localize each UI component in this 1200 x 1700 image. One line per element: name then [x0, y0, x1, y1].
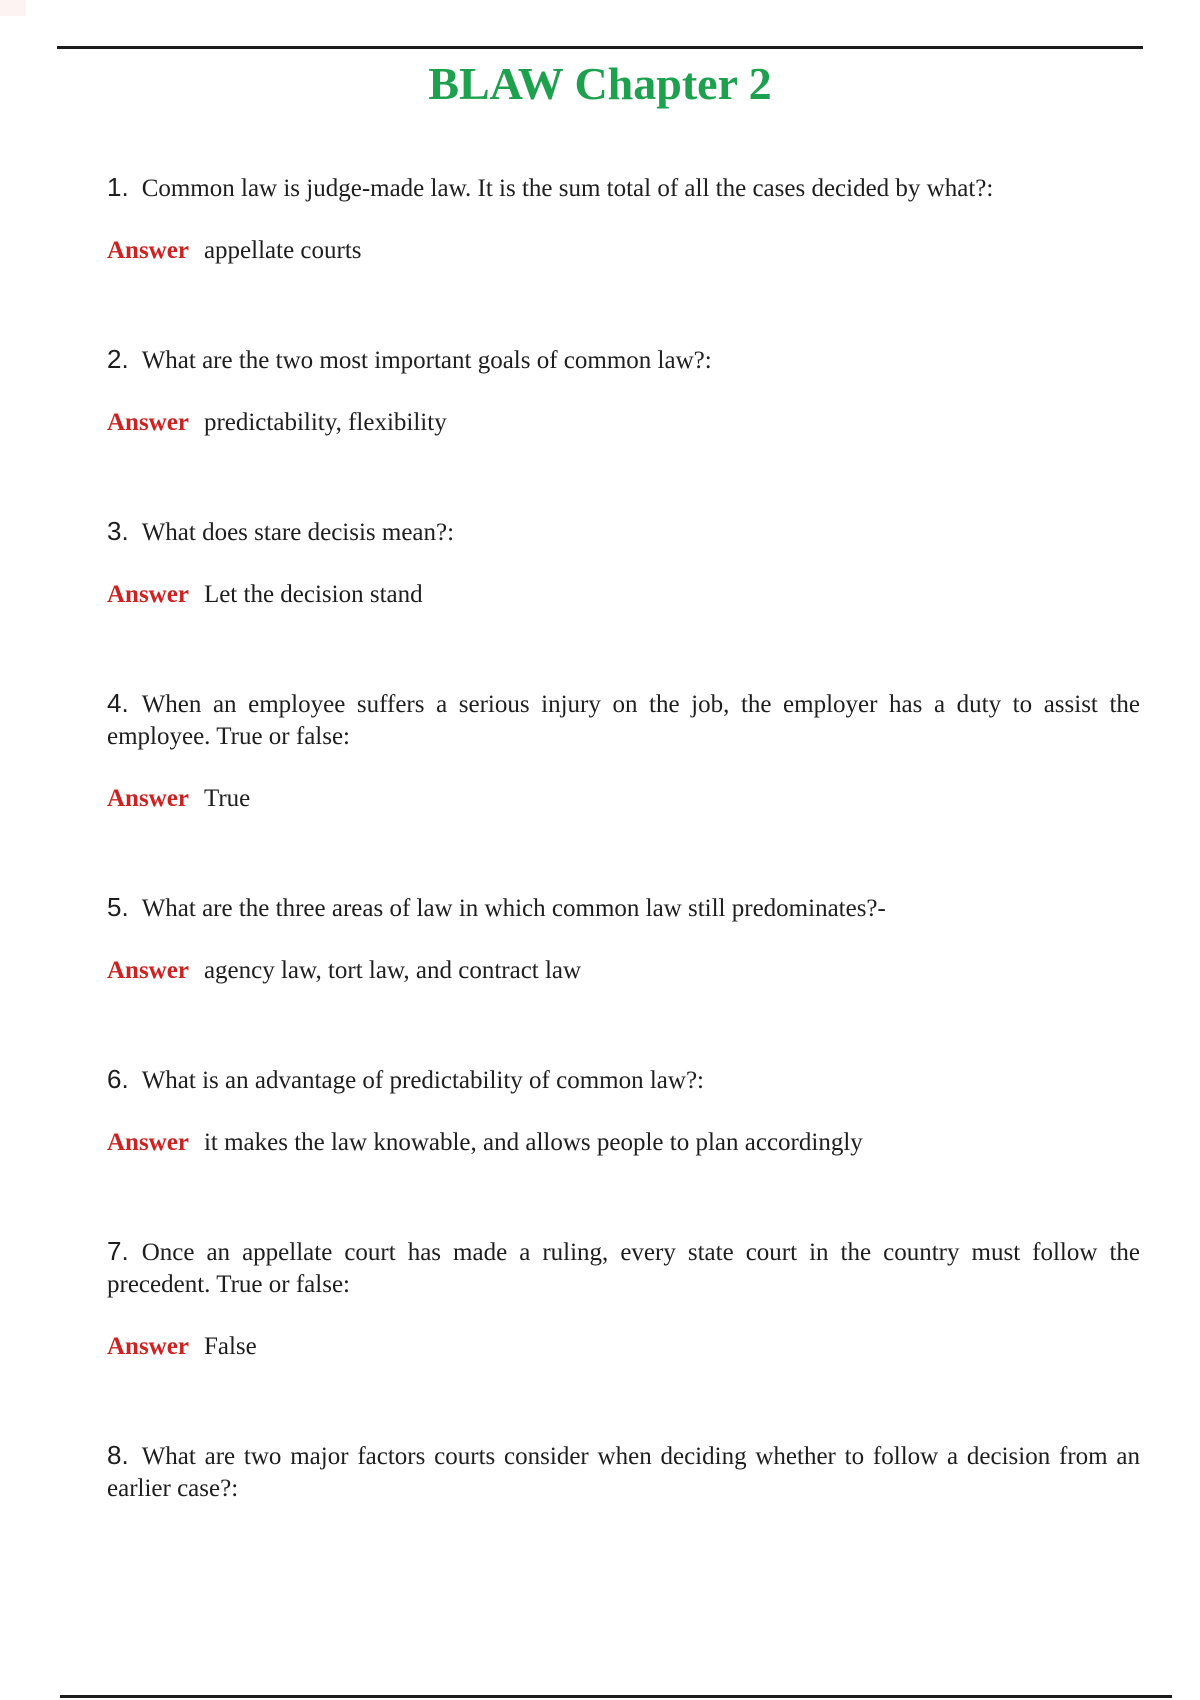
answer-text: True [203, 785, 251, 812]
question-paragraph [107, 171, 1140, 205]
question-answer-block [107, 1063, 1140, 1159]
question-paragraph [107, 1235, 1140, 1301]
question-text: What are the three areas of law in which common law still predominates?- [141, 895, 886, 922]
question-number: 7. [107, 1236, 129, 1266]
question-text: Once an appellate court has made a ruling, every state court in the country must follow the precedent. True or false: [107, 1239, 1140, 1298]
answer-paragraph [107, 579, 1140, 611]
answer-paragraph [107, 1331, 1140, 1363]
question-paragraph [107, 515, 1140, 549]
question-number: 4. [107, 688, 129, 718]
answer-label: Answer [107, 785, 189, 812]
question-number: 6. [107, 1064, 129, 1094]
answer-label: Answer [107, 237, 189, 264]
answer-text: Let the decision stand [203, 581, 423, 608]
question-answer-block [107, 343, 1140, 439]
answer-label: Answer [107, 581, 189, 608]
question-number: 8. [107, 1440, 129, 1470]
question-answer-block [107, 687, 1140, 815]
question-number: 1. [107, 172, 129, 202]
header-rule [57, 46, 1143, 49]
question-text: What are two major factors courts consider when deciding whether to follow a decision from an earlier case?: [107, 1443, 1140, 1502]
question-text: Common law is judge-made law. It is the sum total of all the cases decided by what?: [141, 175, 994, 202]
answer-paragraph [107, 235, 1140, 267]
answer-text: appellate courts [203, 237, 362, 264]
answer-text: it makes the law knowable, and allows people to plan accordingly [203, 1129, 863, 1156]
answer-paragraph [107, 407, 1140, 439]
question-text: When an employee suffers a serious injury on the job, the employer has a duty to assist the employee. True or false: [107, 691, 1140, 750]
answer-label: Answer [107, 409, 189, 436]
footer-rule [60, 1695, 1172, 1698]
question-text: What is an advantage of predictability of common law?: [141, 1067, 704, 1094]
answer-text: agency law, tort law, and contract law [203, 957, 582, 984]
question-answer-block [107, 515, 1140, 611]
corner-mark [0, 0, 26, 16]
answer-paragraph [107, 783, 1140, 815]
answer-paragraph [107, 1127, 1140, 1159]
question-text: What are the two most important goals of common law?: [141, 347, 712, 374]
answer-label: Answer [107, 1129, 189, 1156]
answer-paragraph [107, 955, 1140, 987]
question-paragraph [107, 1439, 1140, 1505]
question-answer-block [107, 171, 1140, 267]
answer-label: Answer [107, 1333, 189, 1360]
question-text: What does stare decisis mean?: [141, 519, 455, 546]
page-title: BLAW Chapter 2 [428, 58, 772, 109]
question-paragraph [107, 891, 1140, 925]
question-answer-block [107, 1439, 1140, 1505]
question-paragraph [107, 343, 1140, 377]
question-answer-block [107, 891, 1140, 987]
answer-text: predictability, flexibility [203, 409, 447, 436]
question-paragraph [107, 687, 1140, 753]
question-number: 5. [107, 892, 129, 922]
question-number: 3. [107, 516, 129, 546]
question-number: 2. [107, 344, 129, 374]
question-list [0, 171, 1200, 1505]
question-answer-block [107, 1235, 1140, 1363]
answer-label: Answer [107, 957, 189, 984]
question-paragraph [107, 1063, 1140, 1097]
answer-text: False [203, 1333, 257, 1360]
